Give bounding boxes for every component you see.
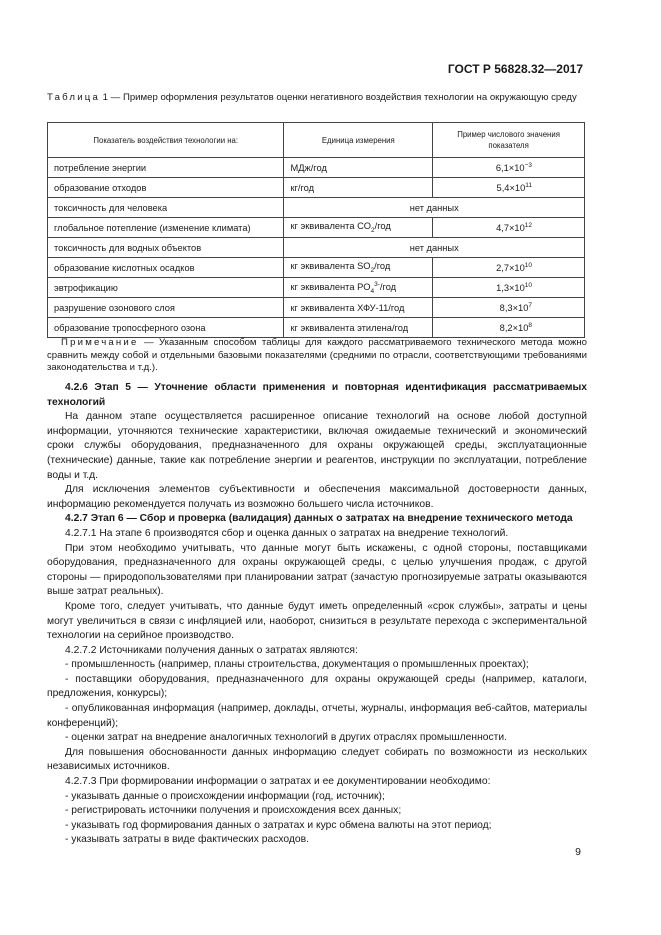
paragraph: - опубликованная информация (например, доклады, отчеты, журналы, информация веб-сайтов, материалы конференций);: [47, 703, 587, 729]
table-row: [48, 278, 585, 298]
paragraph: Для исключения элементов субъективности и обеспечения максимальной достоверности данных, информацию рекомендуется получать из возможно большего числа источников.: [47, 484, 587, 510]
table-row: [48, 198, 585, 218]
indicator-cell: образование кислотных осадков: [48, 258, 284, 278]
merged-cell: нет данных: [284, 238, 585, 258]
col-header-value: Пример числового значения показателя: [433, 123, 585, 158]
note-label: Примечание: [61, 337, 139, 348]
paragraph: 4.2.7.1 На этапе 6 производятся сбор и оценка данных о затратах на внедрение технологий.: [65, 527, 509, 539]
page-number: 9: [575, 846, 581, 858]
unit-cell: кг/год: [284, 178, 433, 198]
unit-part: кг эквивалента CO: [290, 221, 372, 232]
indicator-cell: токсичность для водных объектов: [48, 238, 284, 258]
value-exponent: −3: [524, 161, 532, 169]
indicator-cell: образование отходов: [48, 178, 284, 198]
paragraph: - указывать год формирования данных о затратах и курс обмена валюты на этот период;: [65, 819, 492, 831]
unit-part: 4: [370, 287, 375, 295]
indicator-cell: разрушение озонового слоя: [48, 298, 284, 318]
standard-header: ГОСТ Р 56828.32—2017: [447, 62, 583, 76]
note-text: — Указанным способом таблицы для каждого рассматриваемого технического метода можно сравнить между собой и отдельными базовыми показателями (средними по отрасли, соответствующими требованиями законодательства и т.д.).: [47, 337, 587, 373]
unit-part: 3-: [374, 280, 380, 288]
paragraph: Для повышения обоснованности данных информацию следует собирать по возможности из нескольких независимых источников.: [47, 746, 587, 773]
paragraph: На данном этапе осуществляется расширенное описание технологий на основе любой доступной информации, уточняются технические характеристики, включая ожидаемые технический и экономический сроки службы оборудования, предназначенного для охраны окружающей среды, эксплуатационные (технические) данные, такие как потребление энергии и реагентов, инструкции по эксплуатации, потребление воды и т.д.: [47, 411, 587, 481]
paragraph: При этом необходимо учитывать, что данные могут быть искажены, с одной стороны, поставщиками оборудования, предназначенного для охраны окружающей среды, с целью улучшения продаж, с другой стороны — природопользователями при планировании затрат (зачастую прогнозируемые затраты оказываются выше затрат реальных).: [47, 542, 587, 598]
value-base: 2,7×10: [496, 263, 525, 274]
unit-cell: [284, 258, 433, 278]
value-exponent: 8: [528, 321, 532, 329]
value-cell: [433, 318, 585, 338]
paragraph: - поставщики оборудования, предназначенного для охраны окружающей среды (например, каталоги, предложения, конкурсы);: [47, 673, 587, 700]
unit-part: кг эквивалента SO: [290, 261, 371, 272]
value-cell: [433, 158, 585, 178]
unit-cell: кг эквивалента ХФУ-11/год: [284, 298, 433, 318]
value-base: 6,1×10: [495, 163, 525, 174]
value-exponent: 10: [524, 261, 532, 269]
value-cell: [433, 218, 585, 238]
unit-part: 2: [370, 266, 375, 274]
value-base: 4,7×10: [496, 223, 525, 234]
table-row: [48, 238, 585, 258]
paragraph: Кроме того, следует учитывать, что данные будут иметь определенный «срок службы», затраты и цены могут увеличиться в связи с инфляцией или, наоборот, снизиться в результате перехода с экспериментальной технологии на серийное производство.: [47, 600, 587, 642]
table-row: [48, 178, 585, 198]
value-base: 8,3×10: [499, 303, 529, 314]
indicator-cell: эвтрофикацию: [48, 278, 284, 298]
table-row: [48, 318, 585, 338]
unit-part: кг эквивалента PO: [290, 281, 371, 292]
unit-cell: МДж/год: [284, 158, 433, 178]
table-row: [48, 158, 585, 178]
value-cell: [433, 278, 585, 298]
paragraph: - указывать данные о происхождении информации (год, источник);: [65, 790, 385, 802]
col-header-unit: Единица измерения: [284, 123, 433, 158]
table-caption-text: 1 — Пример оформления результатов оценки негативного воздействия технологии на окружающую среду: [100, 92, 577, 103]
unit-part: /год: [374, 261, 391, 272]
value-cell: [433, 258, 585, 278]
impact-table: [47, 122, 585, 338]
table-row: [48, 298, 585, 318]
table-caption-label: Таблица: [47, 92, 101, 103]
unit-part: /год: [379, 281, 397, 292]
value-cell: [433, 178, 585, 198]
paragraph: - регистрировать источники получения и происхождения всех данных;: [65, 805, 402, 817]
merged-cell: нет данных: [284, 198, 585, 218]
paragraph: - промышленность (например, планы строительства, документация о промышленных проектах);: [65, 659, 529, 671]
value-exponent: 10: [524, 281, 532, 289]
unit-cell: [284, 218, 433, 238]
paragraph: - указывать затраты в виде фактических расходов.: [65, 834, 309, 846]
paragraph: 4.2.7.2 Источниками получения данных о затратах являются:: [65, 644, 358, 656]
body-text: [47, 381, 587, 848]
value-base: 1,3×10: [496, 283, 525, 294]
indicator-cell: потребление энергии: [48, 158, 284, 178]
unit-part: 2: [371, 226, 375, 234]
paragraph: 4.2.7.3 При формировании информации о затратах и ее документировании необходимо:: [65, 776, 491, 788]
unit-cell: [284, 278, 433, 298]
value-exponent: 11: [525, 181, 532, 189]
col-header-indicator: Показатель воздействия технологии на:: [48, 123, 284, 158]
value-base: 5,4×10: [496, 183, 526, 194]
value-exponent: 7: [528, 301, 532, 309]
unit-cell: кг эквивалента этилена/год: [284, 318, 433, 338]
table-row: [48, 218, 585, 238]
indicator-cell: токсичность для человека: [48, 198, 284, 218]
table-row: [48, 258, 585, 278]
section-heading: 4.2.7 Этап 6 — Сбор и проверка (валидация) данных о затратах на внедрение технического метода: [65, 513, 573, 525]
indicator-cell: глобальное потепление (изменение климата): [48, 218, 284, 238]
value-cell: [433, 298, 585, 318]
value-base: 8,2×10: [499, 323, 529, 334]
section-heading: 4.2.6 Этап 5 — Уточнение области применения и повторная идентификация рассматриваемых технологий: [47, 382, 587, 408]
value-exponent: 12: [524, 221, 532, 229]
paragraph: - оценки затрат на внедрение аналогичных технологий в других отраслях промышленности.: [65, 732, 507, 744]
table-caption: [47, 92, 587, 105]
table-note: [47, 337, 587, 375]
unit-part: /год: [374, 221, 391, 232]
indicator-cell: образование тропосферного озона: [48, 318, 284, 338]
